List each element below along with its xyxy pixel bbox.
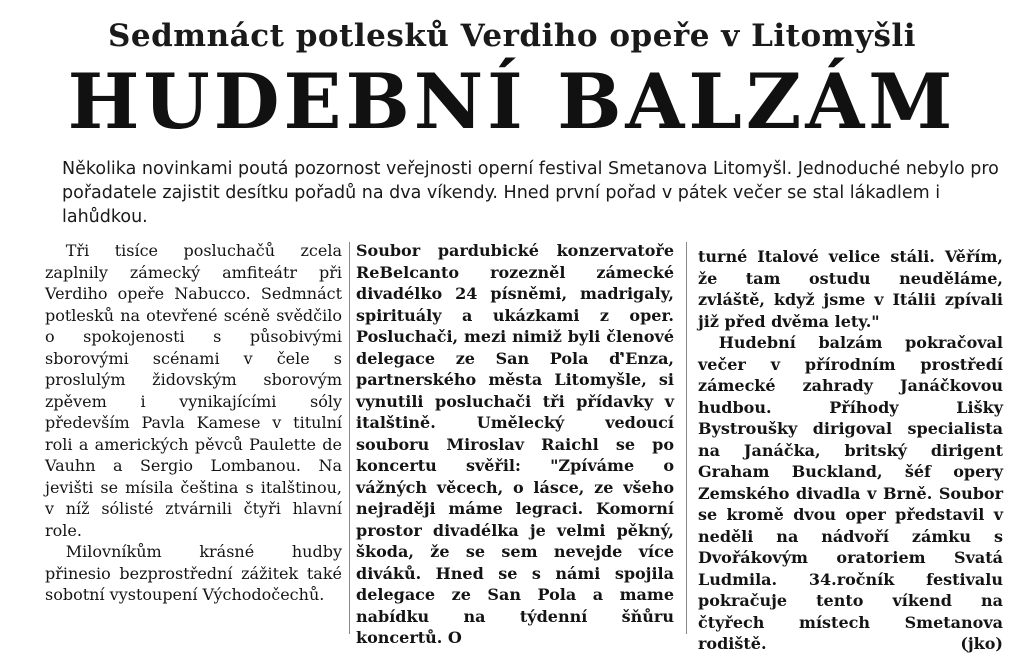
article-kicker: Sedmnáct potlesků Verdiho opeře v Litomyšli [108, 18, 916, 54]
paragraph-text: Hudební balzám pokračoval večer v přírodním prostředí zámecké zahrady Janáčkovou hudbou. Příhody Lišky Bystroušky dirigoval specialista na Janáčka, britský dirigent Graham Buckland, šéf opery Zemského divadla v Brně. Soubor se kromě dvou oper představil v neděli na nádvoří zámku s Dvořákovým oratoriem Svatá Ludmila. 34.ročník festivalu pokračuje tento víkend na čtyřech místech Smetanova rodiště. [698, 333, 1003, 653]
column-divider [349, 242, 350, 634]
column-divider [686, 242, 687, 634]
article-column-1 [45, 240, 342, 606]
paragraph: turné Italové velice stáli. Věřím, že tam ostudu neuděláme, zvláště, když jsme v Itálii zpívali již před dvěma lety." [698, 247, 1003, 331]
article-headline: HUDEBNÍ BALZÁM [67, 57, 957, 146]
paragraph: Milovníkům krásné hudby přinesio bezprostřední zážitek také sobotní vystoupení Východočechů. [45, 542, 342, 604]
paragraph: Tři tisíce posluchačů zcela zaplnily zámecký amfiteátr při Verdiho opeře Nabucco. Sedmnáct potlesků na otevřené scéně svědčilo o spokojenosti s působivými sborovými scénami v čele s proslulým židovským sborovým zpěvem i vynikajícími sóly především Pavla Kamese v titulní roli a amerických pěvců Paulette de Vauhn a Sergio Lombanou. Na jevišti se mísila čeština s italštinou, v níž sólisté ztvárnili čtyři hlavní role. [45, 241, 342, 540]
article-column-2 [356, 240, 674, 649]
author-signature: (jko) [960, 634, 1003, 653]
paragraph: Soubor pardubické konzervatoře ReBelcanto rozezněl zámecké divadélko 24 písněmi, madrigaly, spirituály a ukázkami z oper. Posluchači, mezi nimiž byli členové delegace ze San Pola ď'Enza, partnerského města Litomyšle, si vynutili posluchači tři přídavky v italštině. Umělecký vedoucí souboru Miroslav Raichl se po koncertu svěřil: "Zpíváme o vážných věcech, o lásce, ze všeho nejraději máme legraci. Komorní prostor divadélka je velmi pěkný, škoda, že se sem nevejde více diváků. Hned se s námi spojila delegace ze San Pola a mame nabídku na týdenní šňůru koncertů. O [356, 241, 674, 647]
article-lead: Několika novinkami poutá pozornost veřejnosti operní festival Smetanova Litomyšl. Jednoduché nebylo pro pořadatele zajistit desítku pořadů na dva víkendy. Hned první pořad v pátek večer se stal lákadlem i lahůdkou. [62, 159, 999, 227]
article-column-3 [698, 246, 1003, 655]
paragraph [698, 332, 1003, 655]
